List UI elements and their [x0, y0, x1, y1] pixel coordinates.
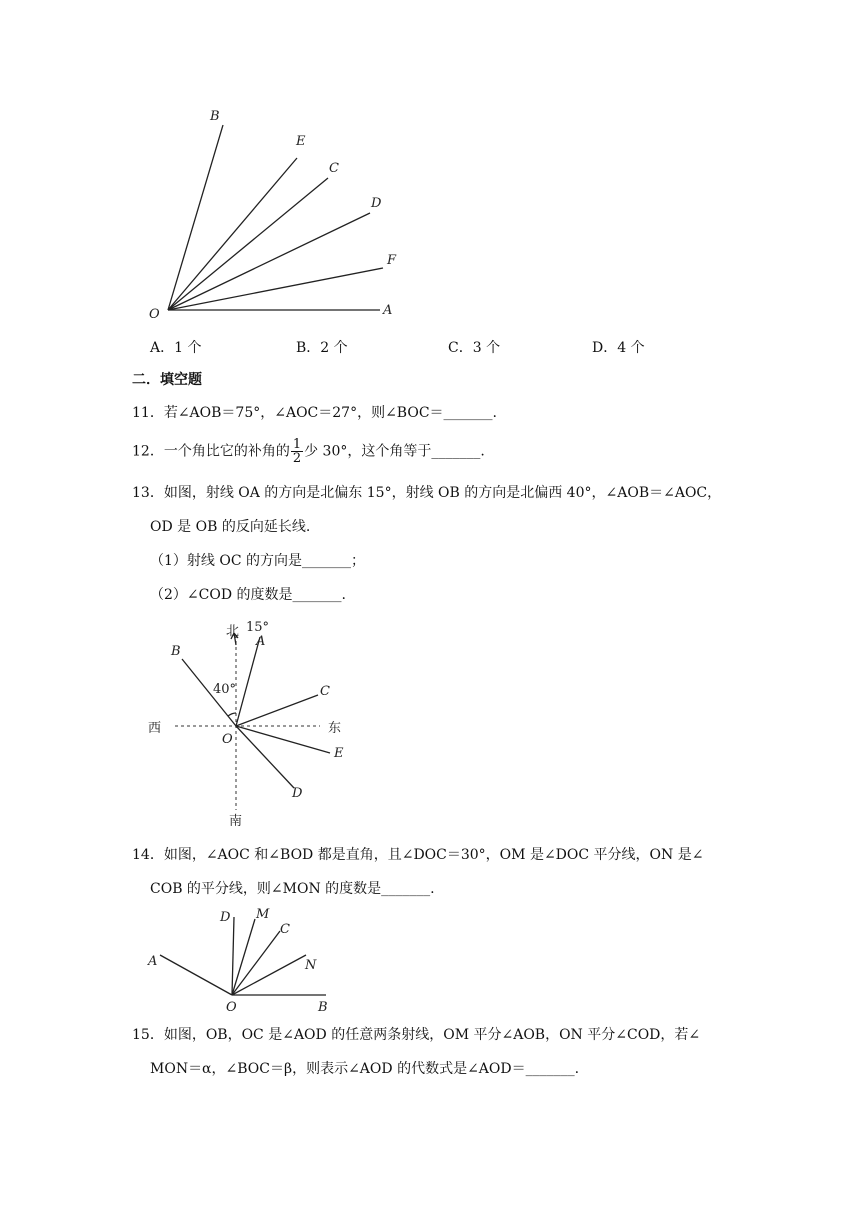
label-e: E [334, 746, 344, 761]
label-d: D [371, 196, 382, 211]
question-13-sub2: （2）∠COD 的度数是_______. [150, 587, 346, 603]
option-b [296, 337, 348, 357]
label-d: D [220, 910, 231, 925]
question-15-line2: MON＝α，∠BOC＝β，则表示∠AOD 的代数式是∠AOD＝_______. [150, 1061, 580, 1077]
label-b: B [210, 109, 220, 124]
q12-pre: 12．一个角比它的补角的 [132, 443, 290, 460]
option-c-letter: C． [448, 340, 473, 356]
ray-oe [168, 158, 297, 310]
label-a: A [383, 303, 393, 318]
question-13-line1: 13．如图，射线 OA 的方向是北偏东 15°，射线 OB 的方向是北偏西 40°，∠AOB＝∠AOC， [132, 485, 722, 501]
label-north: 北 [226, 624, 240, 639]
label-m: M [256, 907, 270, 922]
option-d [592, 337, 645, 357]
fraction-half [291, 438, 303, 465]
option-a [150, 337, 201, 357]
ray-on [232, 955, 306, 995]
label-a: A [148, 954, 158, 969]
figure-compass [140, 615, 360, 830]
ray-od [168, 213, 370, 310]
label-o: O [222, 732, 233, 747]
ray-oa [160, 955, 232, 995]
ray-om [232, 919, 255, 995]
question-15-line1: 15．如图，OB，OC 是∠AOD 的任意两条射线，OM 平分∠AOB，ON 平分∠COD，若∠ [132, 1027, 701, 1043]
question-14-line1: 14．如图，∠AOC 和∠BOD 都是直角，且∠DOC＝30°，OM 是∠DOC 平分线，ON 是∠ [132, 847, 704, 863]
option-d-letter: D． [592, 340, 618, 356]
label-angle-15: 15° [246, 620, 270, 635]
question-13-line2: OD 是 OB 的反向延长线. [150, 519, 311, 535]
ray-od [236, 726, 294, 788]
label-south: 南 [229, 814, 243, 829]
label-b: B [318, 1000, 328, 1015]
ray-ob [168, 125, 223, 310]
option-c-text: 3 个 [472, 340, 501, 356]
ray-oa [236, 637, 260, 726]
ray-oc [236, 695, 318, 726]
ray-oc [232, 931, 280, 995]
label-e: E [296, 134, 306, 149]
label-east: 东 [328, 721, 342, 736]
option-c [448, 337, 500, 357]
option-d-text: 4 个 [617, 340, 645, 356]
ray-of [168, 268, 383, 310]
label-c: C [280, 922, 290, 937]
ray-oe [236, 726, 330, 753]
fraction-numerator: 1 [292, 437, 302, 452]
label-a: A [256, 634, 266, 649]
section-title: 二．填空题 [132, 372, 202, 388]
question-13-sub1: （1）射线 OC 的方向是_______； [150, 553, 365, 569]
figure-right-angles [140, 905, 350, 1015]
label-n: N [305, 958, 317, 973]
label-c: C [329, 161, 339, 176]
angle-arc-40 [228, 713, 236, 716]
option-a-letter: A． [150, 340, 175, 356]
q12-post: 少 30°，这个角等于_______. [304, 443, 485, 460]
label-f: F [387, 253, 397, 268]
ray-od [232, 917, 234, 995]
question-12 [132, 438, 485, 465]
figure-rays [140, 100, 420, 330]
label-d: D [292, 786, 303, 801]
option-a-text: 1 个 [174, 340, 202, 356]
label-angle-40: 40° [213, 682, 237, 697]
label-o: O [226, 1000, 237, 1015]
label-o: O [149, 307, 160, 322]
fraction-denominator: 2 [292, 451, 302, 466]
label-c: C [320, 684, 330, 699]
question-11: 11．若∠AOB＝75°，∠AOC＝27°，则∠BOC＝_______. [132, 405, 497, 421]
label-b: B [171, 644, 181, 659]
label-west: 西 [148, 721, 162, 736]
question-14-line2: COB 的平分线，则∠MON 的度数是_______. [150, 881, 435, 897]
option-b-text: 2 个 [320, 340, 348, 356]
option-b-letter: B． [296, 340, 321, 356]
